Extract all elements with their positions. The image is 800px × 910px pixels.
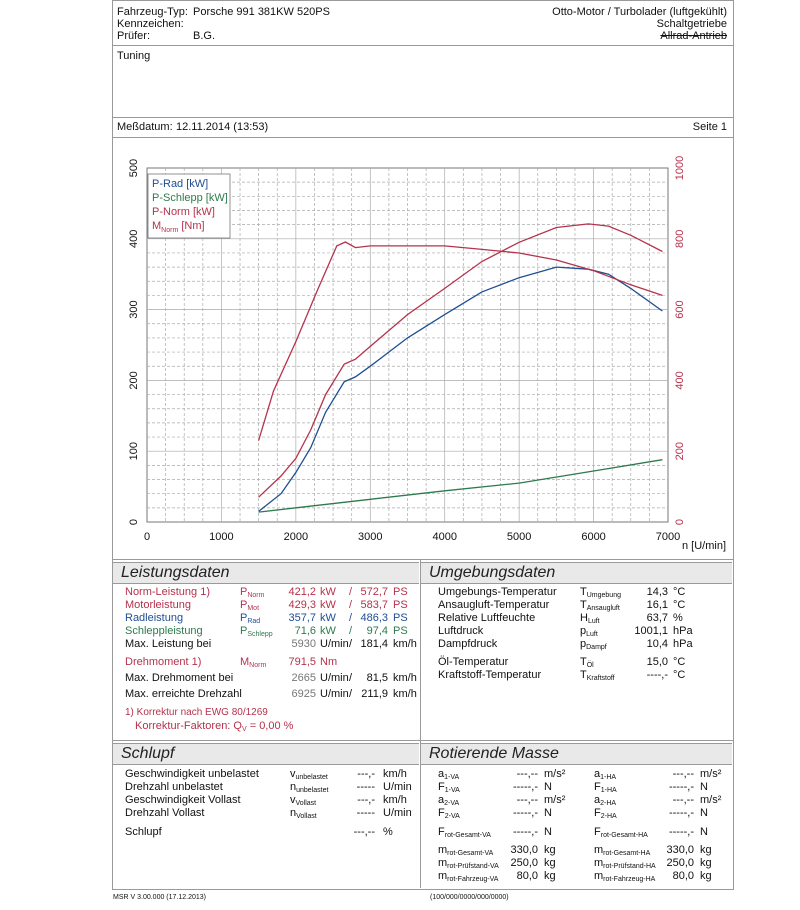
leistung-separator: / [349,625,353,637]
rot-value-ha: -----,- [668,807,694,819]
rot-symbol-va: $m_{rot-Fahrzeug-VA}$ [438,870,499,883]
leistung-value-1: 5930 [291,638,316,650]
umgebung-symbol: $p_{Luft}$ [580,625,598,638]
rot-value-ha: 250,0 [666,857,694,869]
rotierende-title: Rotierende Masse [429,745,559,762]
rot-symbol-va: $F_{1-VA}$ [438,781,460,794]
umgebung-unit: °C [673,669,686,681]
rot-unit-ha: kg [700,857,712,869]
torque-value: 791,5 [288,656,316,668]
torque-symbol: $M_{Norm}$ [240,656,267,669]
umgebung-symbol: $H_{Luft}$ [580,612,600,625]
umgebung-unit: hPa [673,638,693,650]
column-divider-top [420,560,421,740]
rot-value-ha: 80,0 [672,870,694,882]
leistung-label: Motorleistung [125,599,192,611]
y-right-tick-label: 200 [674,442,686,461]
leistung-separator: / [349,612,353,624]
x-tick-label: 4000 [432,531,457,543]
schlupf-value: ----- [356,781,375,793]
y-left-tick-label: 300 [128,300,140,319]
leistung-unit-1: kW [320,612,336,624]
schlupf-unit: km/h [383,768,407,780]
rot-symbol-ha: $a_{1-HA}$ [594,768,617,781]
umgebung-label: Luftdruck [438,625,484,637]
max-torque-value-1: 2665 [291,672,316,684]
rot-value-va: -----,- [512,781,538,793]
max-rpm-label: Max. erreichte Drehzahl [125,688,242,700]
umgebung-unit: °C [673,656,686,668]
leistung-unit-2: PS [393,599,408,611]
max-torque-unit-2: km/h [393,672,417,684]
rot-symbol-ha: $m_{rot-Fahrzeug-HA}$ [594,870,656,883]
umgebung-unit: °C [673,586,686,598]
umgebung-value: 16,1 [646,599,668,611]
leistung-value-2: 97,4 [366,625,388,637]
torque-label: Drehmoment 1) [125,656,202,668]
rot-unit-ha: m/s² [700,768,722,780]
x-tick-label: 0 [143,531,151,543]
max-rpm-unit-1: U/min [320,688,349,700]
max-torque-unit-1: U/min [320,672,349,684]
footnote-correction: 1) Korrektur nach EWG 80/1269 [125,707,268,718]
rot-symbol-ha: $a_{2-HA}$ [594,794,617,807]
rotierende-band [421,743,732,765]
rot-value-ha: ---,-- [672,794,694,806]
software-version: MSR V 3.00.000 (17.12.2013) [113,894,207,901]
leistung-symbol: $P_{Mot}$ [240,599,260,612]
leistung-label: Radleistung [125,612,184,624]
rot-value-ha: ---,-- [672,768,694,780]
umgebung-label: Dampfdruck [438,638,498,650]
rot-unit-ha: kg [700,844,712,856]
leistung-unit-2: PS [393,586,408,598]
leistung-value-2: 486,3 [360,612,388,624]
rot-value-va: ---,-- [516,794,538,806]
rot-unit-ha: N [700,781,708,793]
umgebung-symbol: $T_{Kraftstoff}$ [580,669,615,682]
rot-symbol-va: $a_{1-VA}$ [438,768,460,781]
y-left-tick-label: 100 [128,442,140,461]
rot-unit-va: N [544,826,552,838]
rot-symbol-ha: $m_{rot-Prüfstand-HA}$ [594,857,656,870]
umgebung-symbol: $T_{Umgebung}$ [580,586,621,599]
max-torque-value-2: 81,5 [366,672,388,684]
leistung-separator: / [349,638,353,650]
x-tick-label: 3000 [358,531,383,543]
umgebung-symbol: $T_{Ansaugluft}$ [580,599,620,612]
schlupf-label: Geschwindigkeit Vollast [125,794,241,806]
umgebung-value: ----,- [646,669,668,681]
leistung-value-2: 572,7 [360,586,388,598]
inspector-value: B.G. [193,30,216,42]
rot-value-va: ---,-- [516,768,538,780]
leistung-unit-1: kW [320,586,336,598]
rot-symbol-ha: $F_{rot-Gesamt-HA}$ [594,826,648,839]
inspector-label: Prüfer: [117,30,151,42]
rot-symbol-va: $a_{2-VA}$ [438,794,460,807]
plate-label: Kennzeichen: [117,18,184,30]
umgebung-value: 15,0 [646,656,668,668]
umgebung-title: Umgebungsdaten [429,564,556,581]
schlupf-label: Schlupf [125,826,162,838]
leistung-symbol: $P_{Schlepp}$ [240,625,273,638]
umgebung-unit: °C [673,599,686,611]
leistung-value-2: 583,7 [360,599,388,611]
leistung-unit-1: kW [320,599,336,611]
umgebung-label: Ansaugluft-Temperatur [438,599,550,611]
max-rpm-unit-2: km/h [393,688,417,700]
leistung-label: Norm-Leistung 1) [125,586,210,598]
leistung-band [113,562,419,584]
umgebung-value: 14,3 [646,586,668,598]
leistung-label: Schleppleistung [125,625,203,637]
rot-value-va: 80,0 [516,870,538,882]
umgebung-unit: % [673,612,683,624]
y-right-tick-label: 600 [674,300,686,319]
legend-entry: P-Schlepp [kW] [152,192,228,204]
legend-entry: P-Rad [kW] [152,178,209,190]
vehicle-type-label: Fahrzeug-Typ: [117,6,188,18]
leistung-label: Max. Leistung bei [125,638,212,650]
umgebung-symbol: $T_{Öl}$ [580,656,594,669]
rot-symbol-va: $F_{2-VA}$ [438,807,460,820]
date-value: 12.11.2014 (13:53) [176,121,269,133]
leistung-symbol: $P_{Rad}$ [240,612,261,625]
schlupf-unit: U/min [383,807,412,819]
leistung-unit-2: PS [393,612,408,624]
note-tuning: Tuning [117,50,151,62]
leistung-title: Leistungsdaten [121,564,230,581]
legend-entry: $M_{Norm}$ [Nm] [152,220,205,234]
y-left-tick-label: 200 [128,371,140,390]
rot-unit-ha: m/s² [700,794,722,806]
rot-unit-va: kg [544,857,556,869]
leistung-separator: / [349,586,353,598]
schlupf-label: Geschwindigkeit unbelastet [125,768,259,780]
leistung-unit-1: U/min [320,638,349,650]
umgebung-label: Relative Luftfeuchte [438,612,536,624]
rot-symbol-va: $m_{rot-Prüfstand-VA}$ [438,857,499,870]
y-right-tick-label: 800 [674,229,686,248]
max-rpm-value-2: 211,9 [361,688,388,700]
legend-entry: P-Norm [kW] [152,206,215,218]
max-torque-label: Max. Drehmoment bei [125,672,234,684]
schlupf-value: ---,-- [353,826,375,838]
leistung-symbol: $P_{Norm}$ [240,586,265,599]
leistung-separator: / [349,599,353,611]
max-rpm-value-1: 6925 [291,688,316,700]
date-label: Meßdatum: [117,121,173,133]
schlupf-value: ---,- [357,768,375,780]
rot-value-ha: -----,- [668,781,694,793]
x-axis-label: n [U/min] [681,540,726,552]
umgebung-symbol: $p_{Dampf}$ [580,638,607,651]
schlupf-symbol: $v_{Vollast}$ [290,794,317,807]
schlupf-label: Drehzahl unbelastet [125,781,223,793]
gearbox-type: Schaltgetriebe [656,18,727,30]
series-p-schlepp-line [259,460,663,512]
rot-unit-va: kg [544,870,556,882]
x-tick-label: 7000 [655,531,681,543]
schlupf-label: Drehzahl Vollast [125,807,205,819]
leistung-unit-2: km/h [393,638,417,650]
rot-unit-va: m/s² [544,794,566,806]
rot-unit-ha: N [700,807,708,819]
y-right-tick-label: 0 [674,518,686,526]
umgebung-value: 1001,1 [634,625,668,637]
rot-unit-ha: N [700,826,708,838]
page-number: Seite 1 [692,121,727,133]
leistung-value-1: 429,3 [288,599,316,611]
rot-value-va: 250,0 [510,857,538,869]
rot-symbol-ha: $F_{2-HA}$ [594,807,617,820]
leistung-unit-1: kW [320,625,336,637]
rot-value-ha: -----,- [668,826,694,838]
umgebung-label: Umgebungs-Temperatur [438,586,557,598]
schlupf-unit: % [383,826,393,838]
max-torque-separator: / [349,672,353,684]
leistung-unit-2: PS [393,625,408,637]
umgebung-label: Kraftstoff-Temperatur [438,669,542,681]
max-rpm-separator: / [349,688,353,700]
series-p-rad-line [259,267,663,511]
column-divider-bottom [420,741,421,888]
rot-symbol-ha: $m_{rot-Gesamt-HA}$ [594,844,651,857]
schlupf-value: ---,- [357,794,375,806]
y-right-tick-label: 1000 [674,155,686,181]
umgebung-unit: hPa [673,625,693,637]
footer-code: (100/000/0000/000/0000) [430,894,509,901]
x-tick-label: 2000 [283,531,309,543]
drive-type: Allrad-Antrieb [660,30,727,42]
schlupf-title: Schlupf [121,745,175,762]
y-left-tick-label: 0 [128,518,140,526]
rot-value-va: 330,0 [510,844,538,856]
rot-unit-ha: kg [700,870,712,882]
umgebung-label: Öl-Temperatur [438,656,509,668]
schlupf-symbol: $n_{Vollast}$ [290,807,317,820]
x-tick-label: 5000 [506,531,532,543]
engine-type: Otto-Motor / Turbolader (luftgekühlt) [552,6,727,18]
rot-unit-va: kg [544,844,556,856]
mid-divider [112,740,733,741]
y-left-tick-label: 400 [128,229,140,248]
x-tick-label: 1000 [209,531,234,543]
x-tick-label: 6000 [581,531,606,543]
rot-unit-va: N [544,781,552,793]
rot-value-va: -----,- [512,826,538,838]
torque-unit: Nm [320,656,338,668]
umgebung-value: 10,4 [646,638,668,650]
schlupf-unit: U/min [383,781,412,793]
rot-unit-va: m/s² [544,768,566,780]
chart-legend [148,174,230,238]
leistung-value-1: 357,7 [288,612,316,624]
chart-divider [112,559,733,560]
series-p-norm-line [259,224,663,497]
rot-symbol-va: $m_{rot-Gesamt-VA}$ [438,844,494,857]
schlupf-band [113,743,419,765]
rot-value-va: -----,- [512,807,538,819]
schlupf-value: ----- [356,807,375,819]
leistung-value-1: 71,6 [294,625,316,637]
rot-unit-va: N [544,807,552,819]
leistung-value-1: 421,2 [288,586,316,598]
umgebung-band [421,562,732,584]
umgebung-value: 63,7 [646,612,668,624]
vehicle-type: Porsche 991 381KW 520PS [193,6,330,18]
rot-symbol-va: $F_{rot-Gesamt-VA}$ [438,826,491,839]
leistung-value-2: 181,4 [360,638,388,650]
y-left-tick-label: 500 [128,158,140,178]
footnote-correction-factors: Korrektur-Faktoren: $Q_V = 0,00$ % [135,720,294,733]
y-right-tick-label: 400 [674,371,686,390]
schlupf-symbol: $n_{unbelastet}$ [290,781,329,794]
rot-symbol-ha: $F_{1-HA}$ [594,781,617,794]
schlupf-symbol: $v_{unbelastet}$ [290,768,328,781]
rot-value-ha: 330,0 [666,844,694,856]
schlupf-unit: km/h [383,794,407,806]
